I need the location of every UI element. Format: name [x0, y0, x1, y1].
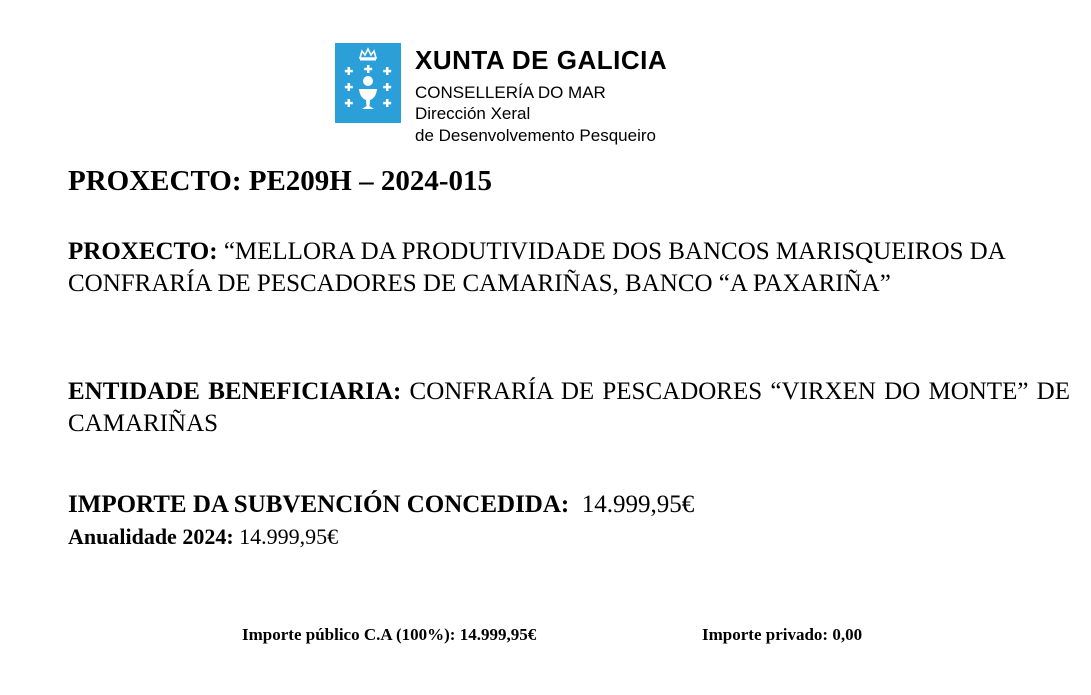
- project-label: PROXECTO:: [68, 238, 218, 265]
- project-value: “MELLORA DA PRODUTIVIDADE DOS BANCOS MARISQUEIROS DA CONFRARÍA DE PESCADORES DE CAMARIÑAS, BANCO “A PAXARIÑA”: [68, 238, 1005, 297]
- public-amount: Importe público C.A (100%): 14.999,95€: [242, 625, 537, 644]
- beneficiary-entity: [68, 376, 1070, 440]
- beneficiary-value: CONFRARÍA DE PESCADORES “VIRXEN DO MONTE” DE CAMARIÑAS: [68, 378, 1070, 437]
- grant-value: 14.999,95€: [581, 491, 695, 518]
- grant-amount: [68, 489, 1070, 521]
- grant-label: IMPORTE DA SUBVENCIÓN CONCEDIDA:: [68, 491, 570, 518]
- project-description: [68, 236, 1070, 300]
- direction-line-1: Dirección Xeral: [415, 104, 531, 123]
- beneficiary-label: ENTIDADE BENEFICIARIA:: [68, 378, 402, 405]
- annuity-amount: [68, 522, 338, 552]
- direction-line-2: de Desenvolvemento Pesqueiro: [415, 126, 656, 145]
- annuity-value: 14.999,95€: [239, 524, 339, 549]
- private-amount: Importe privado: 0,00: [702, 625, 863, 644]
- brand-title: XUNTA DE GALICIA: [415, 45, 668, 75]
- xunta-logo: [335, 43, 715, 153]
- annuity-label: Anualidade 2024:: [68, 524, 234, 549]
- logo-text: [415, 43, 667, 147]
- xunta-emblem-icon: [335, 43, 401, 123]
- document-title: PROXECTO: PE209H – 2024-015: [68, 165, 492, 197]
- department-name: CONSELLERÍA DO MAR: [415, 83, 606, 102]
